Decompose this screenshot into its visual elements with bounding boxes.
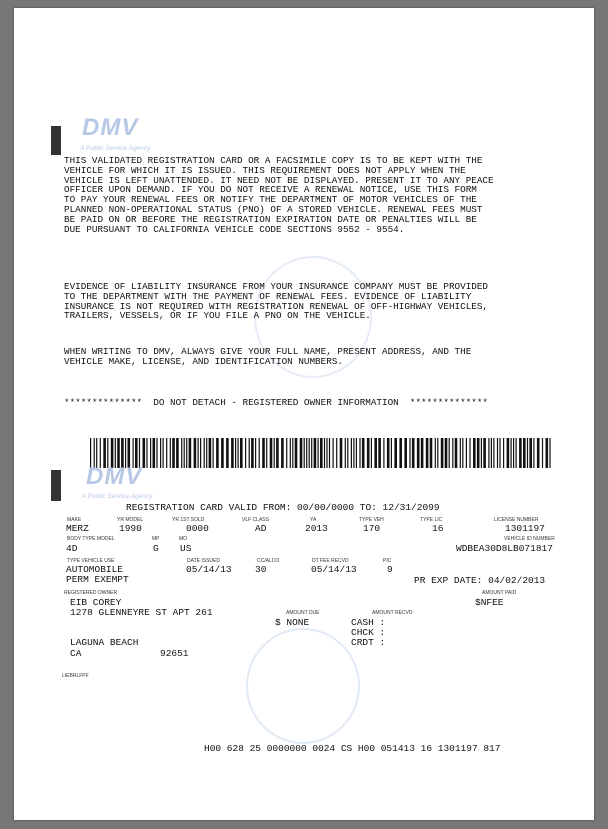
barcode-bar: [353, 438, 354, 468]
barcode-bar: [340, 438, 343, 468]
registration-document: [14, 8, 594, 820]
barcode-bar: [449, 438, 450, 468]
barcode-bar: [255, 438, 256, 468]
owner-state: CA: [70, 648, 82, 659]
barcode-bar: [537, 438, 540, 468]
barcode-bar: [276, 438, 279, 468]
barcode-bar: [469, 438, 470, 468]
barcode-bar: [153, 438, 156, 468]
barcode-bar: [156, 438, 157, 468]
barcode-bar: [281, 438, 284, 468]
dmv-tagline: A Public Service Agency: [80, 145, 151, 152]
barcode-bar: [184, 438, 185, 468]
barcode-bar: [306, 438, 307, 468]
barcode-bar: [499, 438, 500, 468]
barcode-bar: [387, 438, 390, 468]
barcode-bar: [527, 438, 528, 468]
value-mo: US: [180, 543, 192, 554]
barcode-bar: [362, 438, 365, 468]
value-dt-fee-recvd: 05/14/13: [311, 564, 357, 575]
barcode-bar: [533, 438, 534, 468]
label-type-lic: TYPE LIC: [420, 517, 443, 523]
barcode-bar: [493, 438, 494, 468]
barcode-bar: [356, 438, 357, 468]
barcode-bar: [320, 438, 323, 468]
barcode-bar: [511, 438, 512, 468]
barcode-bar: [163, 438, 164, 468]
barcode-bar: [213, 438, 214, 468]
barcode-bar: [488, 438, 489, 468]
label-license-number: LICENSE NUMBER: [494, 517, 539, 523]
barcode-bar: [181, 438, 182, 468]
label-amount-due: AMOUNT DUE: [286, 610, 320, 616]
barcode-bar: [481, 438, 482, 468]
barcode-bar: [324, 438, 325, 468]
scan-mark-lower: [51, 470, 61, 501]
barcode-bar: [216, 438, 219, 468]
barcode-bar: [391, 438, 392, 468]
value-use-2: PERM EXEMPT: [66, 574, 129, 585]
barcode-bar: [333, 438, 334, 468]
value-ya: 2013: [305, 523, 328, 534]
label-mp: MP: [152, 536, 160, 542]
barcode-bar: [146, 438, 147, 468]
value-date-issued: 05/14/13: [186, 564, 232, 575]
barcode-bar: [326, 438, 327, 468]
barcode-bar: [542, 438, 543, 468]
state-seal-watermark-card: [246, 628, 360, 744]
value-yr-model: 1990: [119, 523, 142, 534]
label-make: MAKE: [67, 517, 82, 523]
barcode-bar: [186, 438, 187, 468]
barcode-bar: [513, 438, 514, 468]
barcode-bar: [441, 438, 444, 468]
barcode-bar: [417, 438, 420, 468]
barcode-bar: [274, 438, 275, 468]
barcode-bar: [374, 438, 377, 468]
barcode-bar: [435, 438, 436, 468]
scan-mark: [51, 126, 61, 155]
barcode-bar: [523, 438, 526, 468]
barcode-bar: [399, 438, 402, 468]
barcode-bar: [516, 438, 517, 468]
barcode-bar: [437, 438, 438, 468]
barcode-bar: [455, 438, 458, 468]
barcode-bar: [309, 438, 310, 468]
value-amount-paid: $NFEE: [475, 597, 504, 608]
barcode-bar: [240, 438, 243, 468]
value-type-lic: 16: [432, 523, 444, 534]
barcode-bar: [262, 438, 265, 468]
barcode-bar: [329, 438, 330, 468]
label-dt-fee-recvd: DT FEE RECVD: [312, 558, 349, 564]
barcode-bar: [235, 438, 236, 468]
value-license-number: 1301197: [505, 523, 545, 534]
label-yr-1st-sold: YR 1ST SOLD: [172, 517, 205, 523]
owner-zip: 92651: [160, 648, 189, 659]
barcode-bar: [170, 438, 171, 468]
barcode-bar: [245, 438, 246, 468]
barcode-bar: [426, 438, 429, 468]
footer-line: H00 628 25 0000000 0024 CS H00 051413 16 1301197 817: [204, 743, 501, 754]
barcode-bar: [507, 438, 510, 468]
barcode-bar: [259, 438, 260, 468]
barcode-bar: [466, 438, 467, 468]
value-amount-due: $ NONE: [275, 617, 310, 628]
barcode-bar: [546, 438, 549, 468]
barcode-bar: [549, 438, 550, 468]
barcode-bar: [394, 438, 397, 468]
barcode-bar: [221, 438, 224, 468]
dmv-tagline-card: A Public Service Agency: [82, 493, 153, 500]
barcode: [90, 438, 552, 468]
dmv-logo-card: DMV: [86, 463, 143, 490]
value-cash: CASH :: [351, 617, 386, 628]
barcode-bar: [204, 438, 205, 468]
label-pic: PIC: [383, 558, 392, 564]
barcode-bar: [529, 438, 532, 468]
form-code: LIEBRLFPF: [62, 673, 89, 679]
barcode-bar: [231, 438, 234, 468]
barcode-bar: [160, 438, 161, 468]
notice-paragraph-2: EVIDENCE OF LIABILITY INSURANCE FROM YOUR INSURANCE COMPANY MUST BE PROVIDED TO THE DEPARTMENT WITH THE PAYMENT OF RENEWAL FEES. EVIDENCE OF LIABILITY INSURANCE IS NOT REQUIRED WITH REGISTRATION RENEWAL OF OFF-HIGHWAY VEHICLES, TRAILERS, VESSELS, OR IF YOU FILE A PNO ON THE VEHICLE.: [64, 281, 489, 322]
label-mo: MO: [179, 536, 188, 542]
barcode-bar: [452, 438, 453, 468]
value-use-1: AUTOMOBILE: [66, 564, 124, 575]
barcode-bar: [166, 438, 167, 468]
barcode-bar: [462, 438, 463, 468]
value-type-veh: 170: [363, 523, 381, 534]
barcode-bar: [351, 438, 352, 468]
barcode-bar: [143, 438, 146, 468]
value-make: MERZ: [66, 523, 89, 534]
barcode-bar: [483, 438, 486, 468]
barcode-bar: [292, 438, 293, 468]
label-vlf-class: VLF CLASS: [242, 517, 269, 523]
barcode-bar: [477, 438, 480, 468]
barcode-bar: [300, 438, 303, 468]
barcode-bar: [194, 438, 197, 468]
dmv-logo: DMV: [82, 114, 139, 141]
barcode-bar: [383, 438, 384, 468]
barcode-bar: [347, 438, 348, 468]
label-registered-owner: REGISTERED OWNER: [64, 590, 118, 596]
barcode-bar: [359, 438, 360, 468]
value-vlf-class: AD: [255, 523, 267, 534]
label-type-vehicle-use: TYPE VEHICLE USE: [67, 558, 115, 564]
barcode-bar: [226, 438, 229, 468]
value-vin: WDBEA30D8LB071817: [456, 543, 553, 554]
barcode-bar: [460, 438, 461, 468]
barcode-bar: [206, 438, 207, 468]
value-crdt: CRDT :: [351, 637, 386, 648]
barcode-bar: [198, 438, 199, 468]
barcode-bar: [404, 438, 407, 468]
label-ya: YA: [310, 517, 317, 523]
barcode-bar: [336, 438, 337, 468]
barcode-bar: [497, 438, 498, 468]
value-mp: G: [153, 543, 159, 554]
barcode-bar: [150, 438, 151, 468]
barcode-bar: [345, 438, 346, 468]
barcode-bar: [304, 438, 305, 468]
notice-paragraph-1: THIS VALIDATED REGISTRATION CARD OR A FACSIMILE COPY IS TO BE KEPT WITH THE VEHICLE FOR WHICH IT IS ISSUED. THIS REQUIREMENT DOES NOT APPLY WHEN THE VEHICLE IS LEFT UNATTENDED. IT NEED NOT BE DISPLAYED. PRESENT IT TO ANY PEACE OFFICER UPON DEMAND. IF YOU DO NOT RECEIVE A RENEWAL NOTICE, USE THIS FORM TO PAY YOUR RENEWAL FEES OR NOTIFY THE DEPARTMENT OF MOTOR VEHICLES OF THE PLANNED NON-OPERATIONAL STATUS (PNO) OF A STORED VEHICLE. RENEWAL FEES MUST BE PAID ON OR BEFORE THE REGISTRATION EXPIRATION DATE OR PENALTIES WILL BE DUE PURSUANT TO CALIFORNIA VEHICLE CODE SECTIONS 9552 - 9554.: [64, 155, 494, 235]
barcode-bar: [421, 438, 424, 468]
owner-street: 1278 GLENNEYRE ST APT 261: [70, 607, 213, 618]
value-yr-1st-sold: 0000: [186, 523, 209, 534]
barcode-bar: [371, 438, 372, 468]
barcode-bar: [251, 438, 254, 468]
barcode-bar: [209, 438, 212, 468]
card-title: REGISTRATION CARD VALID FROM: 00/00/0000 TO: 12/31/2099: [126, 502, 440, 513]
owner-city: LAGUNA BEACH: [70, 637, 139, 648]
barcode-bar: [286, 438, 287, 468]
label-type-veh: TYPE VEH: [359, 517, 384, 523]
barcode-bar: [266, 438, 267, 468]
barcode-bar: [189, 438, 192, 468]
barcode-bar: [491, 438, 492, 468]
barcode-bar: [430, 438, 433, 468]
barcode-bar: [367, 438, 370, 468]
barcode-bar: [412, 438, 415, 468]
owner-name: EIB COREY: [70, 597, 122, 608]
value-pic: 9: [387, 564, 393, 575]
barcode-bar: [519, 438, 522, 468]
barcode-bar: [311, 438, 312, 468]
barcode-bar: [473, 438, 476, 468]
barcode-bar: [295, 438, 298, 468]
barcode-bar: [172, 438, 175, 468]
label-vin: VEHICLE ID NUMBER: [504, 536, 555, 542]
label-yr-model: YR MODEL: [117, 517, 144, 523]
barcode-bar: [318, 438, 319, 468]
barcode-bar: [409, 438, 410, 468]
barcode-bar: [503, 438, 504, 468]
barcode-bar: [290, 438, 291, 468]
value-body-type-model: 4D: [66, 543, 78, 554]
label-body-type-model: BODY TYPE MODEL: [67, 536, 115, 542]
label-date-issued: DATE ISSUED: [187, 558, 220, 564]
barcode-bar: [270, 438, 273, 468]
barcode-bar: [314, 438, 317, 468]
barcode-bar: [200, 438, 201, 468]
barcode-bar: [238, 438, 239, 468]
barcode-bar: [176, 438, 179, 468]
value-pr-exp-date: PR EXP DATE: 04/02/2013: [414, 575, 546, 586]
detach-line: ************** DO NOT DETACH - REGISTERED OWNER INFORMATION **************: [64, 397, 489, 408]
barcode-bar: [378, 438, 381, 468]
value-chck: CHCK :: [351, 627, 386, 638]
barcode-bar: [445, 438, 448, 468]
label-cc-alco: CC/ALCO: [257, 558, 280, 564]
label-amount-recvd: AMOUNT RECVD: [372, 610, 413, 616]
notice-paragraph-3: WHEN WRITING TO DMV, ALWAYS GIVE YOUR FULL NAME, PRESENT ADDRESS, AND THE VEHICLE MAKE, LICENSE, AND IDENTIFICATION NUMBERS.: [64, 346, 472, 367]
label-amount-paid: AMOUNT PAID: [482, 590, 517, 596]
barcode-bar: [249, 438, 250, 468]
value-cc-alco: 30: [255, 564, 267, 575]
